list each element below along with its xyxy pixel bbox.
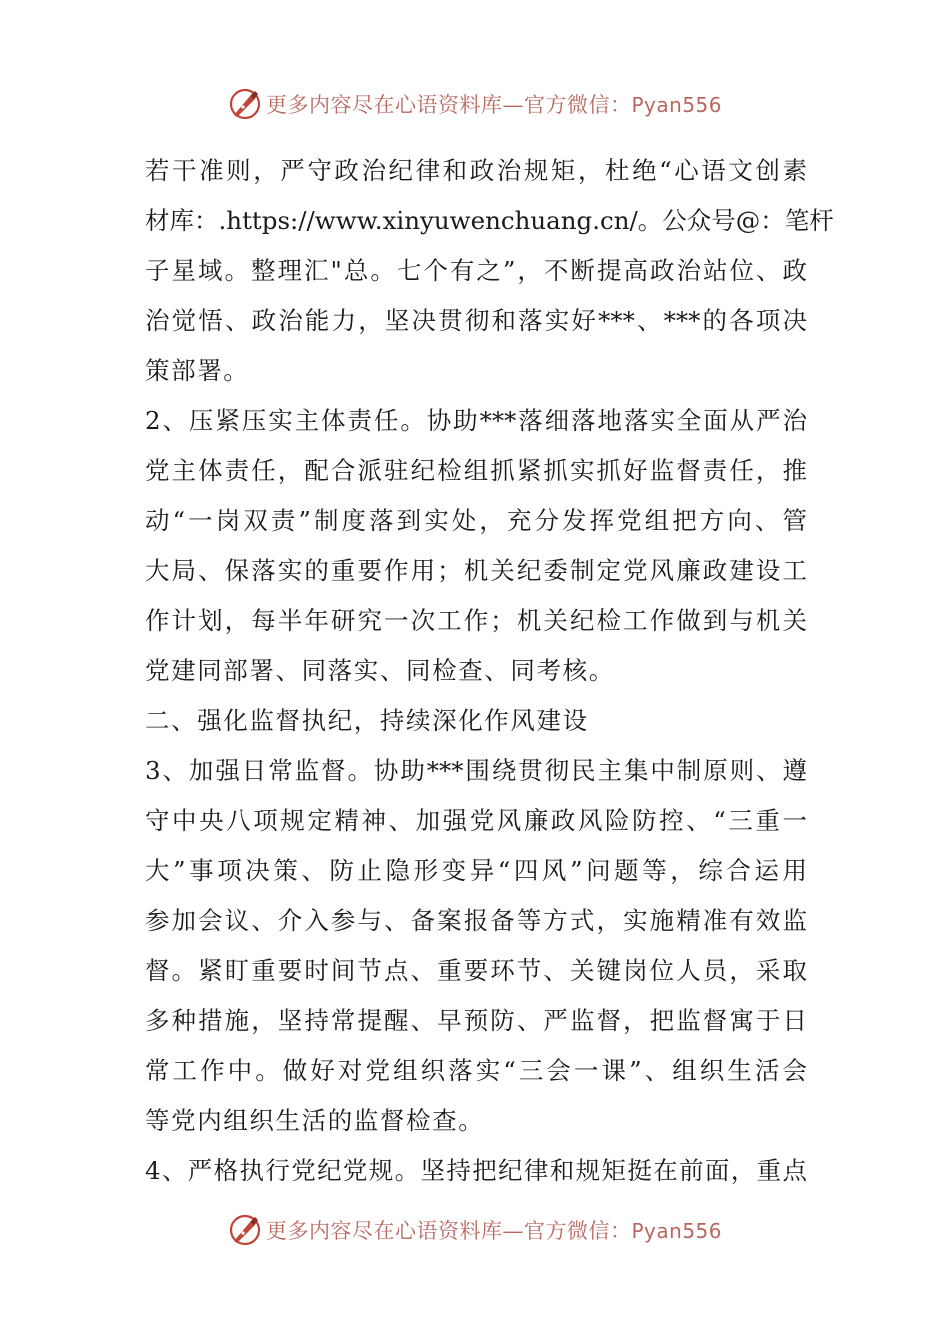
body-line: 大”事项决策、防止隐形变异“四风”问题等，综合运用 (145, 856, 807, 885)
body-line: 大局、保落实的重要作用；机关纪委制定党风廉政建设工 (145, 556, 807, 585)
body-line: 材库：.https://www.xinyuwenchuang.cn/。公众号@：笔杆 (145, 206, 834, 235)
body-line: 策部署。 (145, 356, 250, 385)
body-line: 常工作中。做好对党组织落实“三会一课”、组织生活会 (145, 1056, 807, 1085)
body-line: 党主体责任，配合派驻纪检组抓紧抓实抓好监督责任，推 (145, 456, 807, 485)
document-body (145, 146, 834, 1196)
body-line: 作计划，每半年研究一次工作；机关纪检工作做到与机关 (145, 606, 807, 635)
pen-nib-logo-icon (228, 87, 262, 121)
body-line: 3、加强日常监督。协助***围绕贯彻民主集中制原则、遵 (145, 756, 807, 785)
footer-watermark-text: 更多内容尽在心语资料库—官方微信：Pyan556 (265, 1219, 722, 1243)
body-line: 动“一岗双责”制度落到实处，充分发挥党组把方向、管 (145, 506, 807, 535)
body-line: 参加会议、介入参与、备案报备等方式，实施精准有效监 (145, 906, 807, 935)
header-watermark-text: 更多内容尽在心语资料库—官方微信：Pyan556 (265, 93, 722, 117)
body-line: 治觉悟、政治能力，坚决贯彻和落实好***、***的各项决 (145, 306, 807, 335)
section-heading: 二、强化监督执纪，持续深化作风建设 (145, 706, 589, 735)
body-line: 等党内组织生活的监督检查。 (145, 1106, 485, 1135)
body-line: 党建同部署、同落实、同检查、同考核。 (145, 656, 615, 685)
body-line: 守中央八项规定精神、加强党风廉政风险防控、“三重一 (145, 806, 807, 835)
body-line: 4、严格执行党纪党规。坚持把纪律和规矩挺在前面，重点 (145, 1156, 807, 1185)
body-line: 多种措施，坚持常提醒、早预防、严监督，把监督寓于日 (145, 1006, 807, 1035)
header-watermark (0, 84, 950, 124)
body-line: 督。紧盯重要时间节点、重要环节、关键岗位人员，采取 (145, 956, 807, 985)
body-line: 2、压紧压实主体责任。协助***落细落地落实全面从严治 (145, 406, 807, 435)
body-line: 子星域。整理汇"总。七个有之”，不断提高政治站位、政 (145, 256, 807, 285)
wechat-id: Pyan556 (631, 1219, 722, 1243)
footer-watermark (0, 1210, 950, 1250)
wechat-id: Pyan556 (631, 93, 722, 117)
pen-nib-logo-icon (228, 1213, 262, 1247)
body-line: 若干准则，严守政治纪律和政治规矩，杜绝“心语文创素 (145, 156, 807, 185)
